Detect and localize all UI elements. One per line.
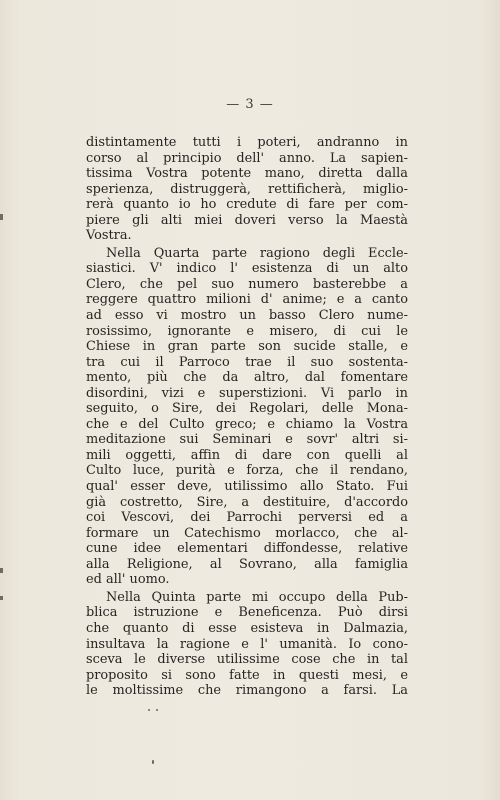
text-line-content: sperienza, distruggerà, rettificherà, miglio-: [86, 181, 408, 197]
text-line: [86, 308, 408, 324]
text-line: [86, 246, 408, 262]
text-line: [86, 261, 408, 277]
text-line: [86, 386, 408, 402]
text-line-content: alla Religione, al Sovrano, alla famiglia: [86, 556, 408, 572]
text-line: [86, 541, 408, 557]
text-line: [86, 277, 408, 293]
text-line-content: qual' esser deve, utilissimo allo Stato. Fui: [86, 479, 408, 495]
text-line: [86, 652, 408, 668]
text-line-content: Vostra.: [86, 228, 132, 244]
text-line: [86, 197, 408, 213]
text-line: [86, 292, 408, 308]
text-line-content: reggere quattro milioni d' anime; e a canto: [86, 292, 408, 308]
text-line-content: rerà quanto io ho credute di fare per com-: [86, 197, 408, 213]
text-line: [86, 355, 408, 371]
text-line-content: insultava la ragione e l' umanità. Io cono-: [86, 636, 408, 652]
paper-speck: [152, 760, 154, 764]
text-line: [86, 668, 408, 684]
text-line-content: disordini, vizi e superstizioni. Vi parlo in: [86, 385, 408, 401]
text-line: [86, 339, 408, 355]
text-line-content: Nella Quinta parte mi occupo della Pub-: [106, 589, 408, 605]
text-line: [86, 448, 408, 464]
body-text: [86, 135, 408, 699]
text-line: [86, 213, 408, 229]
text-line: [86, 590, 408, 606]
text-line-content: proposito si sono fatte in questi mesi, e: [86, 667, 408, 683]
text-line-content: Nella Quarta parte ragiono degli Eccle-: [106, 245, 408, 261]
text-line-content: coi Vescovi, dei Parrochi perversi ed a: [86, 510, 408, 526]
text-line: [86, 557, 408, 573]
text-line-content: sceva le diverse utilissime cose che in tal: [86, 652, 408, 668]
text-line: [86, 479, 408, 495]
text-line-content: corso al principio dell' anno. La sapien-: [86, 150, 408, 166]
page-number: — 3 —: [226, 97, 274, 112]
text-line-content: ad esso vi mostro un basso Clero nume-: [86, 308, 408, 324]
text-line-content: mili oggetti, affin di dare con quelli al: [86, 447, 408, 463]
text-line-content: tissima Vostra potente mano, diretta dalla: [86, 166, 408, 182]
text-line-content: rosissimo, ignorante e misero, di cui le: [86, 323, 408, 339]
text-line-content: formare un Catechismo morlacco, che al-: [86, 525, 408, 541]
text-line-content: già costretto, Sire, a destituire, d'accordo: [86, 494, 408, 510]
text-line: [86, 370, 408, 386]
text-line-content: blica istruzione e Beneficenza. Può dirsi: [86, 605, 408, 621]
text-line: [86, 228, 408, 244]
text-line-content: Clero, che pel suo numero basterebbe a: [86, 276, 408, 292]
text-line-content: distintamente tutti i poteri, andranno in: [86, 135, 408, 150]
text-line-content: cune idee elementari diffondesse, relative: [86, 541, 408, 557]
text-line-content: piere gli alti miei doveri verso la Maestà: [86, 212, 408, 228]
text-line: [86, 432, 408, 448]
text-line-content: tra cui il Parroco trae il suo sostenta-: [86, 354, 408, 370]
text-line: [86, 526, 408, 542]
text-line-content: seguito, o Sire, dei Regolari, delle Mona-: [86, 401, 408, 417]
text-line-content: che quanto di esse esisteva in Dalmazia,: [86, 620, 408, 636]
text-line: [86, 417, 408, 433]
text-line: [86, 151, 408, 167]
paper-speck: [148, 709, 150, 711]
text-line-content: siastici. V' indico l' esistenza di un alto: [86, 261, 408, 277]
text-line-content: meditazione sui Seminari e sovr' altri si-: [86, 432, 408, 448]
text-line-content: le moltissime che rimangono a farsi. La: [86, 683, 408, 699]
text-line: [86, 683, 408, 699]
paper-speck: [156, 709, 158, 711]
text-line: [86, 463, 408, 479]
text-line: [86, 637, 408, 653]
text-line: [86, 166, 408, 182]
text-line: [86, 621, 408, 637]
text-line: [86, 572, 408, 588]
text-line: [86, 135, 408, 151]
text-line: [86, 510, 408, 526]
text-line: [86, 182, 408, 198]
binding-edge-mark: [0, 214, 3, 220]
text-line: [86, 324, 408, 340]
text-line-content: Culto luce, purità e forza, che il rendano,: [86, 463, 408, 479]
binding-edge-mark: [0, 568, 3, 573]
text-line-content: ed all' uomo.: [86, 572, 170, 588]
text-line-content: che e del Culto greco; e chiamo la Vostra: [86, 416, 408, 432]
binding-edge-mark: [0, 596, 3, 600]
text-line-content: Chiese in gran parte son sucide stalle, e: [86, 339, 408, 355]
text-line: [86, 605, 408, 621]
text-line: [86, 401, 408, 417]
text-line-content: mento, più che da altro, dal fomentare: [86, 370, 408, 386]
text-line: [86, 495, 408, 511]
